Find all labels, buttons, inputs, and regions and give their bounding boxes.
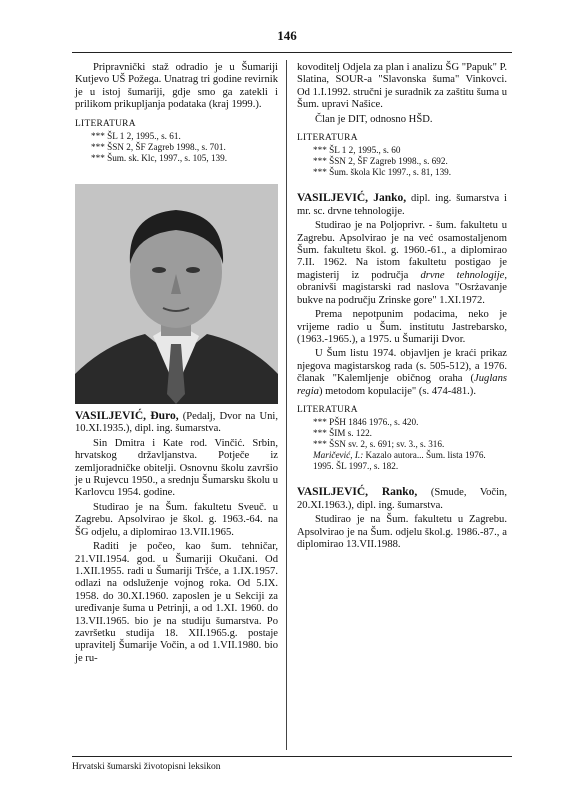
- entry-paragraph: Studirao je na Šum. fakultetu Sveuč. u Zagrebu. Apsolvirao je škol. g. 1963.-64. na ŠG odjelu, a diplomirao 13.VII.1965.: [75, 501, 278, 538]
- entry-text: , obranivši magistarski rad naslova "Osrżavanje bukve na području Zrinske gore" 1.XI.1972.: [297, 269, 507, 306]
- entry-italic-text: drvne tehnologije: [420, 269, 505, 281]
- portrait-photo-graphic: [75, 184, 278, 404]
- footer-text: Hrvatski šumarski životopisni leksikon: [72, 762, 221, 772]
- literature-text: Kazalo autora... Šum. lista 1976. 1995. ŠL 1997., s. 182.: [313, 450, 486, 472]
- entry-paragraph: Raditi je počeo, kao šum. tehničar, 21.VII.1954. god. u Šumariji Okučani. Od 1.XII.1955. radi u Šumariji Tršće, a 1.IX.1957. odlazi na odsluženje vojnog roka. Od 5.IX. 1958. do 30.XI.1960. zaposlen je u Sekciji za uređivanje šuma u Petrinji, a od 1.XI. 1960. do 13.VII.1965. bio je na studiju šumarstva. Po završetku studija 18. XII.1965.g. postaje upravitelj Šumarije Vočin, a od 1.VII.1980. bio je ru-: [75, 541, 278, 664]
- literature-item: *** ŠSN 2, ŠF Zagreb 1998., s. 701.: [91, 142, 226, 153]
- entry-janko: [297, 192, 507, 472]
- entry-text: Studirao je na Poljoprivr. - šum. fakultetu u Zagrebu. Apsolvirao je na već osamostaljenom Šum. fakultetu škol. g. 1960.-61., a diplomirao 7.II. 1962. Na istom fakultetu postigao je magisterij iz područja: [297, 220, 507, 281]
- literature-item: *** Šum. sk. Klc, 1997., s. 105, 139.: [91, 153, 228, 164]
- entry-name: VASILJEVIĆ, Janko,: [297, 192, 407, 205]
- literature-item: *** Šum. škola Klc 1997., s. 81, 139.: [313, 167, 452, 178]
- entry-duro: [75, 410, 278, 665]
- entry-ranko: [297, 486, 507, 551]
- entry-text: U Šum listu 1974. objavljen je kraći prikaz njegova magistarskog rada (s. 505-512), a 1976. članak "Kalemljenje običnog oraha (: [297, 348, 507, 385]
- literature-heading: LITERATURA: [75, 118, 136, 129]
- header-rule: [72, 52, 512, 53]
- literature-heading: LITERATURA: [297, 133, 358, 144]
- membership-paragraph: Član je DIT, odnosno HŠD.: [315, 113, 433, 125]
- entry-paragraph: Prema nepotpunim podacima, neko je vrijeme radio u Šum. institutu Jastrebarsko, (1963.-1965.), a 1975. u Šumariji Dvor.: [297, 309, 507, 345]
- column-divider: [286, 60, 287, 750]
- entry-headline: [297, 192, 507, 218]
- literature-item: *** ŠIM s. 122.: [313, 428, 372, 439]
- entry-text: ) metodom kopulacije" (s. 474-481.).: [318, 385, 476, 397]
- literature-item: *** ŠSN sv. 2, s. 691; sv. 3., s. 316.: [313, 439, 445, 450]
- entry-headline: [75, 410, 278, 436]
- literature-item: *** ŠL 1 2, 1995., s. 60: [313, 145, 401, 156]
- literature-item: [297, 450, 507, 472]
- literature-heading: LITERATURA: [297, 404, 358, 415]
- page-number: 146: [277, 28, 297, 43]
- entry-paragraph: [297, 220, 507, 307]
- footer-rule: [72, 756, 512, 757]
- entry-birth-info: (Pedalj, Dvor na Uni, 10.XI.1935.), dipl. ing. šumarstva.: [75, 411, 278, 435]
- intro-paragraph: Pripravnički staž odradio je u Šumariji Kutjevo UŠ Požega. Unatrag tri godine revirnik je u istoj šumariji, gdje smo ga zatekli i prilikom prikupljanja podataka (kraj 1999.).: [75, 62, 278, 111]
- entry-paragraph: Studirao je na Šum. fakultetu u Zagrebu. Apsolvirao je na Šum. odjelu škol.g. 1986.-87., a diplomirao 13.VII.1988.: [297, 514, 507, 550]
- portrait-photo: [75, 184, 278, 404]
- entry-headline: [297, 486, 507, 512]
- right-column: [297, 62, 507, 553]
- entry-name: VASILJEVIĆ, Đuro,: [75, 410, 179, 423]
- left-column: [75, 62, 278, 667]
- entry-name: VASILJEVIĆ, Ranko,: [297, 486, 418, 499]
- entry-title-info: dipl. ing. šumarstva i mr. sc. drvne tehnologije.: [297, 193, 508, 217]
- entry-birth-info: (Smude, Vočin, 20.XI.1963.), dipl. ing. šumarstva.: [297, 487, 507, 511]
- entry-italic-text: Juglans regia: [297, 373, 507, 397]
- literature-item: *** PŠH 1846 1976., s. 420.: [313, 417, 419, 428]
- continued-paragraph: kovoditelj Odjela za plan i analizu ŠG "Papuk" P. Slatina, SOUR-a "Slavonska šuma" Vinkovci. Od 1.I.1992. stručni je suradnik za zaštitu šuma u Šum. upravi Našice.: [297, 62, 507, 111]
- entry-paragraph: Sin Dmitra i Kate rod. Vinčić. Srbin, hrvatskog državljanstva. Potječe iz zemljoradničke obitelji. Osnovnu školu završio je u Rujevcu 1950., a srednju Šumarsku školu u Karlovcu 1954. godine.: [75, 437, 278, 499]
- literature-author: Maričević, I.:: [313, 450, 364, 461]
- literature-item: *** ŠSN 2, ŠF Zagreb 1998., s. 692.: [313, 156, 448, 167]
- literature-item: *** ŠL 1 2, 1995., s. 61.: [91, 131, 181, 142]
- entry-paragraph: [297, 348, 507, 398]
